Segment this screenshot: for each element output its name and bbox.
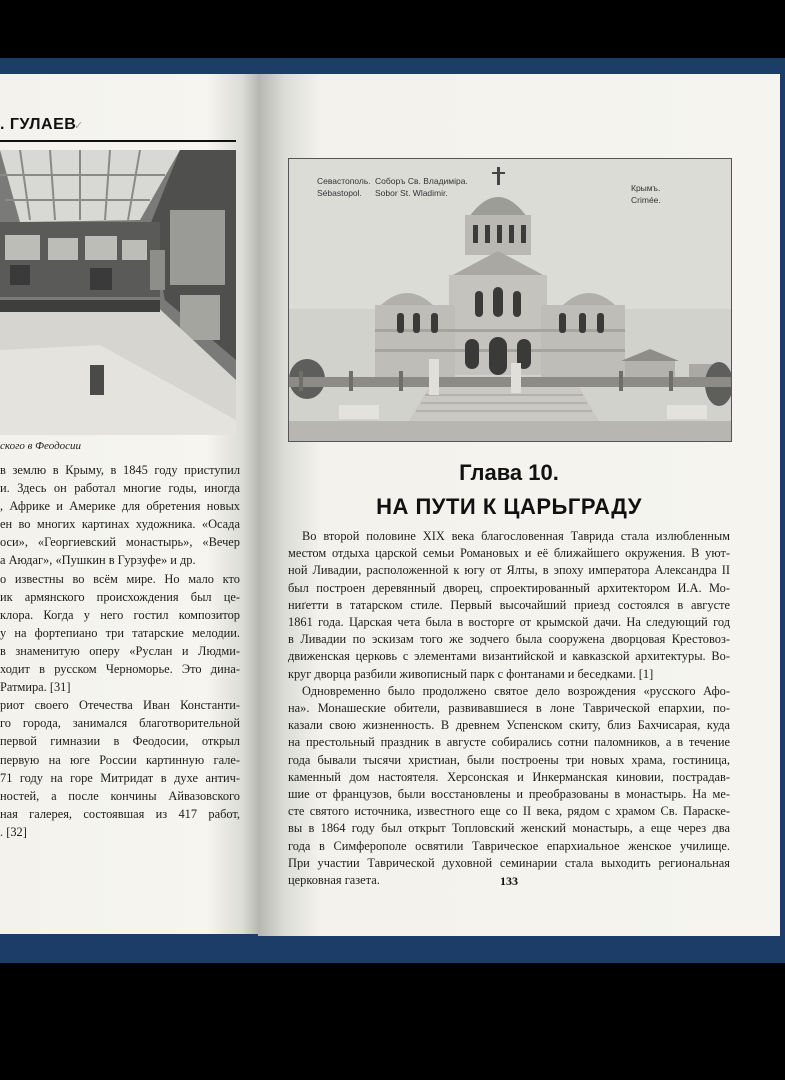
text-line: ностей, а после кончины Айвазовского [0,788,240,803]
faint-mark: ✓ [74,120,84,132]
postcard-caption-cathedral-lat: Sobor St. Wladimir. [375,188,448,198]
text-line: на престольный праздник в августе собирались сотни паломников, а в течение [288,735,730,750]
text-line: ходит в русском Черноморье. Это дина- [0,662,240,677]
text-line: Ратмира. [31] [0,680,71,695]
postcard-caption-city-ru: Севастополь. [317,176,371,186]
text-line: ниґетти в татарском стиле. Первый высочайший приезд состоялся в августе [288,597,730,612]
text-line: . [32] [0,824,27,839]
text-line: 71 году на горе Митридат в духе антич- [0,770,240,785]
photo-caption-left: ского в Феодосии [0,440,82,452]
text-line: ной Ливадии, расположенной к югу от Ялты, в эпоху императора Александра II [288,563,730,578]
text-line: движенская церковь с элементами византийской и кавказской архитектуры. Во- [288,649,730,664]
text-line: При участии Таврической духовной семинарии стала выходить региональная [288,855,730,870]
text-line: ик армянского происхождения был це- [0,589,240,604]
text-line: и. Здесь он работал многие годы, иногда [0,481,240,496]
text-line: шие от французов, были восстановлены и преобразованы в монастырь. На ме- [288,787,730,802]
text-line: года в Симферополе освятили Таврическое епархиальное женское училище. [288,838,730,853]
text-line: у на фортепиано три татарские мелодии. [0,625,240,640]
head-rule [0,140,236,142]
text-line: го города, занимался благотворительной [0,716,240,731]
text-line: первую на юге России картинную гале- [0,752,240,767]
text-line: церковная газета. [288,873,380,888]
text-line: на». Монашеские обители, развивавшиеся в лоне Таврической епархии, по- [288,701,730,716]
text-line: ен во многих картинах художника. «Осада [0,517,240,532]
text-line: Во второй половине XIX века благословенная Таврида стала излюбленным [302,529,730,543]
cathedral-postcard-photo [288,158,732,442]
text-line: а Аюдаг», «Пушкин в Гурзуфе» и др. [0,553,196,568]
page-number: 133 [500,874,518,888]
text-line: местом отдыха царской семьи Романовых и её ближайшего окружения. В уют- [288,546,730,561]
text-line: каменный дом настоятеля. Херсонская и Инкерманская киновии, пострадав- [288,769,730,784]
postcard-caption-cathedral-ru: Соборъ Св. Владиміра. [375,176,468,186]
text-line: клора. Когда у него гостил композитор [0,607,240,622]
left-running-head: . ГУЛАЕВ [0,116,77,133]
text-line: риот своего Отечества Иван Константи- [0,698,240,713]
gallery-interior-photo [0,150,236,435]
text-line: в Ливадии по эскизам того же зодчего была сооружена дворцовая Крестовоз- [288,632,730,647]
text-line: вы в 1864 году был открыт Топловский женский монастырь, а еще через два [288,821,730,836]
text-line: казали свою жизненность. В древнем Успенском скиту, близ Бахчисарая, куда [288,718,730,733]
postcard-caption-city-lat: Sébastopol. [317,188,362,198]
right-body-text [288,528,730,889]
text-line: 1861 года. Царская чета была в восторге от крымской дачи. На следующий год [288,615,730,630]
chapter-number: Глава 10. [459,460,559,485]
text-line: , Африке и Америке для обретения новых [0,499,240,514]
text-line: в знаменитую оперу «Руслан и Людми- [0,643,240,658]
text-line: в землю в Крыму, в 1845 году приступил [0,463,240,477]
left-body-text [0,461,240,841]
text-line: был построен деревянный дворец, спроектированный архитектором И.А. Мо- [288,580,730,595]
text-line: сте святого источника, известного еще со II века, рядом с храмом Св. Параске- [288,804,730,819]
text-line: ная галерея, состоявшая из 417 работ, [0,806,240,821]
text-line: года бывали тысячи христиан, были построены три новых храма, гостиница, [288,752,730,767]
text-line: круг дворца разбили живописный парк с фонтанами и беседками. [1] [288,666,654,681]
text-line: о известны во всём мире. Но мало кто [0,571,240,586]
text-line: первой гимназии в Феодосии, открыл [0,734,240,749]
postcard-caption-region-ru: Крымъ. [631,183,661,193]
chapter-title: НА ПУТИ К ЦАРЬГРАДУ [376,494,642,519]
text-line: Одновременно было продолжено святое дело возрождения «русского Афо- [302,683,730,698]
postcard-caption-region-lat: Crimée. [631,195,661,205]
text-line: оси», «Георгиевский монастырь», «Вечер [0,535,240,550]
